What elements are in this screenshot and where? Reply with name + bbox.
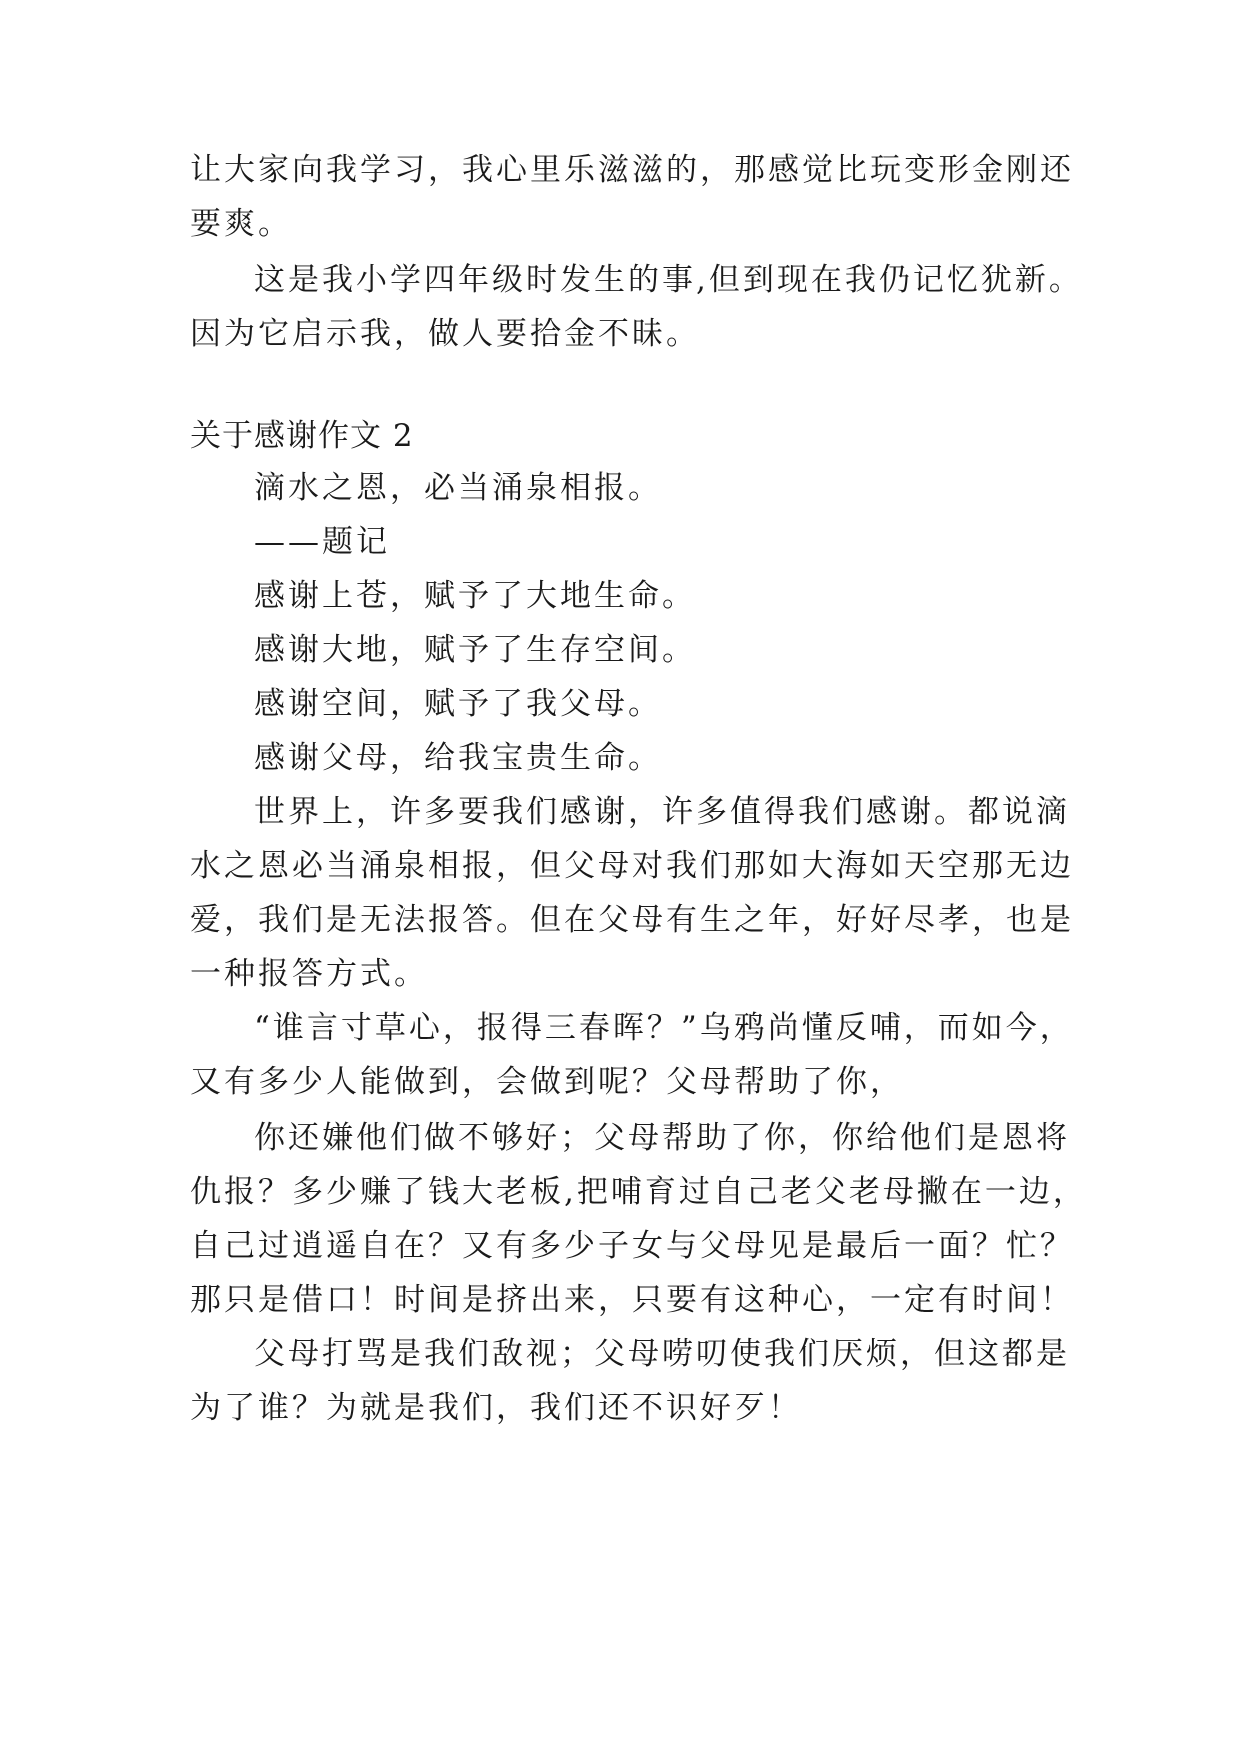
thanks-line-3: 感谢空间，赋予了我父母。 <box>254 686 662 722</box>
para2-line-1: “谁言寸草心，报得三春晖？”乌鸦尚懂反哺，而如今， <box>254 1010 1074 1046</box>
para2-line-2: 又有多少人能做到，会做到呢？父母帮助了你， <box>190 1064 904 1100</box>
para1-line-4: 一种报答方式。 <box>190 956 428 992</box>
thanks-line-1: 感谢上苍，赋予了大地生命。 <box>254 578 696 614</box>
para3-line-1: 你还嫌他们做不够好；父母帮助了你，你给他们是恩将 <box>254 1120 1070 1156</box>
para3-line-2: 仇报？多少赚了钱大老板,把哺育过自己老父老母撇在一边， <box>190 1174 1087 1210</box>
para1-line-3: 爱，我们是无法报答。但在父母有生之年，好好尽孝，也是 <box>190 902 1074 938</box>
para4-line-1: 父母打骂是我们敌视；父母唠叨使我们厌烦，但这都是 <box>254 1336 1070 1372</box>
para3-line-4: 那只是借口！时间是挤出来，只要有这种心，一定有时间！ <box>190 1282 1074 1318</box>
para1-line-2: 水之恩必当涌泉相报，但父母对我们那如大海如天空那无边 <box>190 848 1074 884</box>
intro-line-1: 让大家向我学习，我心里乐滋滋的，那感觉比玩变形金刚还 <box>190 152 1074 188</box>
para4-line-2: 为了谁？为就是我们，我们还不识好歹！ <box>190 1390 802 1426</box>
para1-line-1: 世界上，许多要我们感谢，许多值得我们感谢。都说滴 <box>254 794 1070 830</box>
para3-line-3: 自己过逍遥自在？又有多少子女与父母见是最后一面？忙？ <box>190 1228 1074 1264</box>
intro-line-2: 要爽。 <box>190 206 292 242</box>
intro-line-4: 因为它启示我，做人要拾金不昧。 <box>190 316 700 352</box>
thanks-line-2: 感谢大地，赋予了生存空间。 <box>254 632 696 668</box>
intro-line-3: 这是我小学四年级时发生的事,但到现在我仍记忆犹新。 <box>254 262 1083 298</box>
epigraph: 滴水之恩，必当涌泉相报。 <box>254 470 662 506</box>
section-title: 关于感谢作文 2 <box>190 418 414 454</box>
epigraph-source: ——题记 <box>254 524 390 560</box>
thanks-line-4: 感谢父母，给我宝贵生命。 <box>254 740 662 776</box>
